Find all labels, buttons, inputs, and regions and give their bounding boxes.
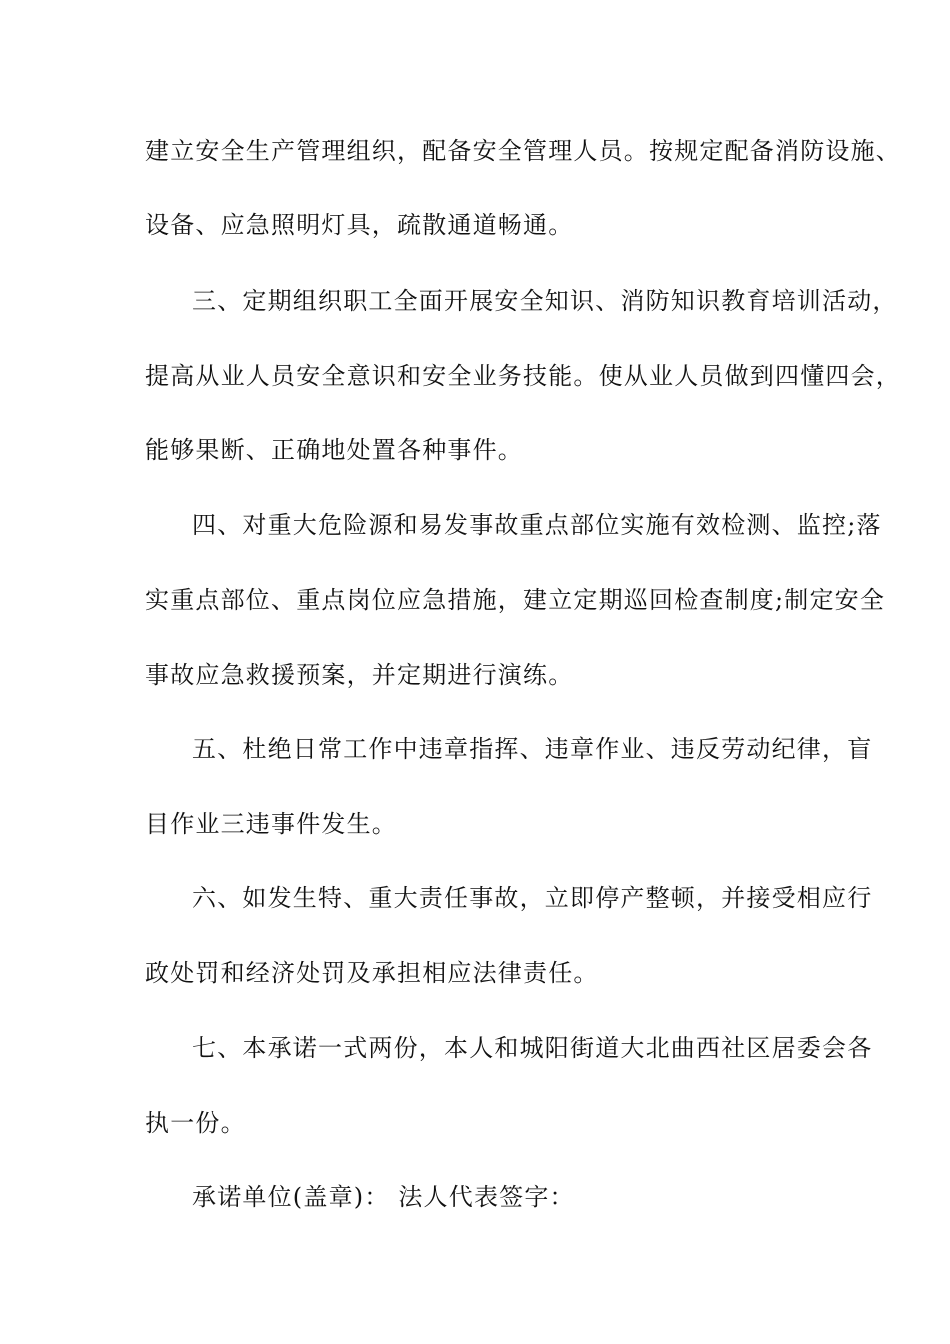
paragraph-line: 实重点部位、重点岗位应急措施，建立定期巡回检查制度;制定安全 — [145, 586, 886, 614]
paragraph-line: 政处罚和经济处罚及承担相应法律责任。 — [145, 959, 599, 987]
paragraph-line: 提高从业人员安全意识和安全业务技能。使从业人员做到四懂四会， — [145, 362, 901, 390]
clause-four-line: 四、对重大危险源和易发事故重点部位实施有效检测、监控;落 — [192, 511, 882, 539]
paragraph-line: 目作业三违事件发生。 — [145, 810, 397, 838]
paragraph-line: 设备、应急照明灯具，疏散通道畅通。 — [145, 211, 574, 239]
clause-six-line: 六、如发生特、重大责任事故，立即停产整顿，并接受相应行 — [192, 884, 873, 912]
signature-line: 承诺单位(盖章)： 法人代表签字： — [192, 1183, 575, 1211]
paragraph-line: 建立安全生产管理组织，配备安全管理人员。按规定配备消防设施、 — [145, 137, 901, 165]
paragraph-line: 执一份。 — [145, 1109, 246, 1137]
clause-seven-line: 七、本承诺一式两份，本人和城阳街道大北曲西社区居委会各 — [192, 1034, 873, 1062]
paragraph-line: 事故应急救援预案，并定期进行演练。 — [145, 661, 574, 689]
clause-five-line: 五、杜绝日常工作中违章指挥、违章作业、违反劳动纪律，盲 — [192, 735, 873, 763]
clause-three-line: 三、定期组织职工全面开展安全知识、消防知识教育培训活动， — [192, 287, 898, 315]
paragraph-line: 能够果断、正确地处置各种事件。 — [145, 436, 523, 464]
